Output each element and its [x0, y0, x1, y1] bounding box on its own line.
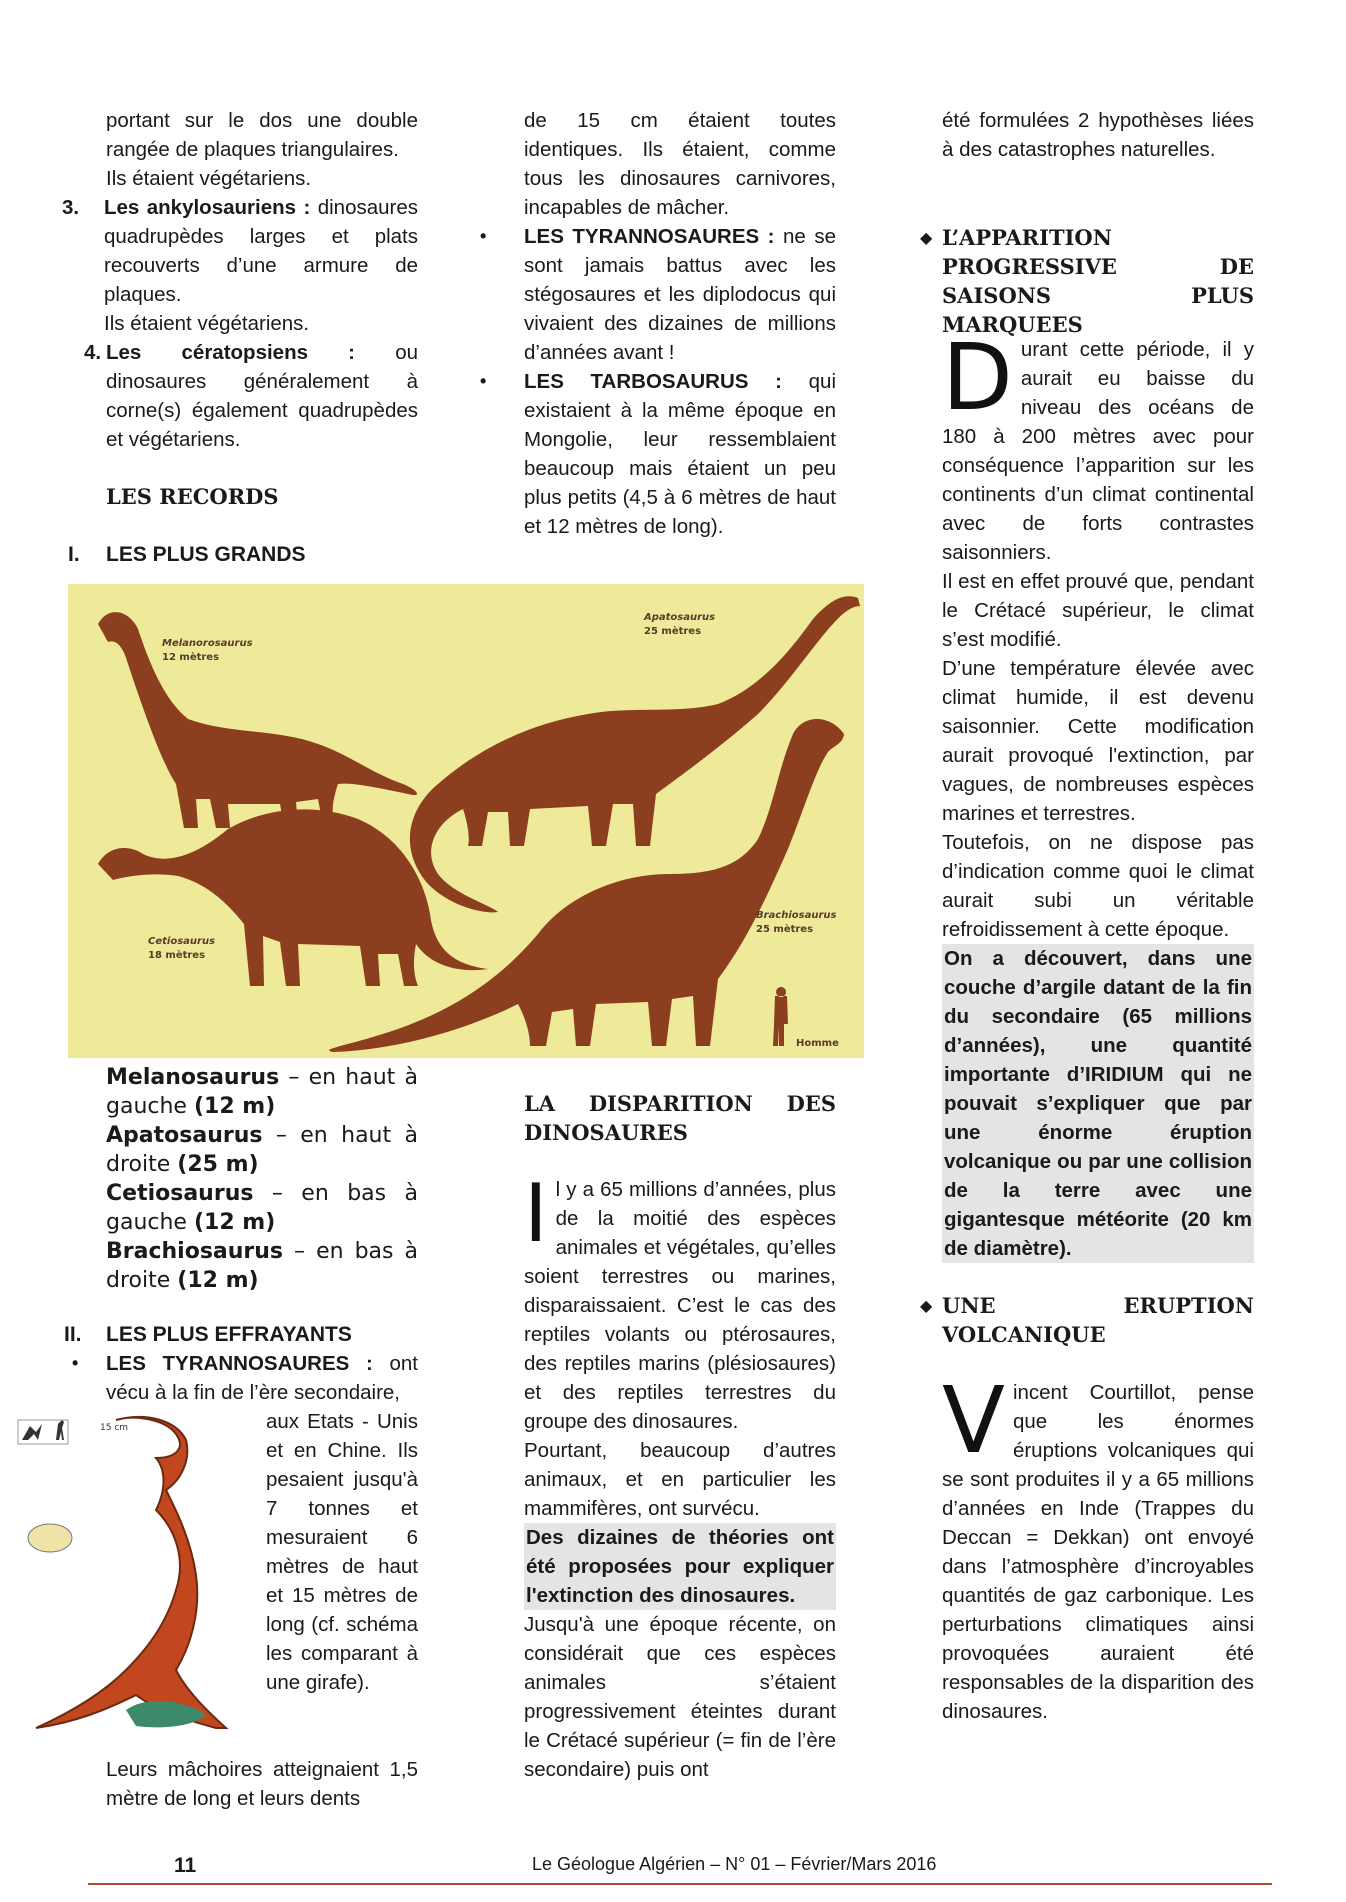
- fig-size-melanorosaurus: 12 mètres: [162, 652, 220, 663]
- fig-size-cetiosaurus: 18 mètres: [148, 950, 206, 961]
- bullet-icon: •: [72, 1353, 79, 1373]
- paragraph: portant sur le dos une double rangée de plaques triangulaires.: [106, 109, 418, 161]
- fig-label-apatosaurus: Apatosaurus: [644, 612, 716, 623]
- section-heading-2: [64, 1320, 418, 1349]
- tyrannosaurus-text-continued: Leurs mâchoires atteignaient 1,5 mètre de long et leurs dents: [106, 1758, 418, 1810]
- heading-eruption: ◆ UNE ERUPTION VOLCANIQUE: [920, 1293, 1254, 1347]
- section-title: LES PLUS GRANDS: [106, 543, 306, 566]
- skull-icon: [28, 1524, 72, 1552]
- scale-icons: [18, 1420, 68, 1444]
- highlighted-paragraph: On a découvert, dans une couche d’argile datant de la fin du secondaire (65 millions d’années), une quantité importante d’IRIDIUM qui ne pouvait s’expliquer que par une énorme éruption volcanique ou par une collision de la terre avec une gigantesque météorite (20 km de diamètre).: [942, 944, 1254, 1263]
- fig-label-homme: Homme: [796, 1038, 839, 1049]
- paragraph: de 15 cm étaient toutes identiques. Ils étaient, comme tous les dinosaures carnivores, incapables de mâcher.: [524, 109, 836, 219]
- eruption-body: Vincent Courtillot, pense que les énormes éruptions volcaniques qui se sont produites il y a 65 millions d’années en Inde (Trappes du Deccan = Dekkan) ont envoyé dans l’atmosphère d’incroyables quantités de gaz carbonique. Les perturbations climatiques ainsi provoquées auraient été responsables de la disparition des dinosaures.: [942, 1367, 1254, 1723]
- tyrannosaurus-text: aux Etats - Unis et en Chine. Ils pesaient jusqu'à 7 tonnes et mesuraient 6 mètres de haut et 15 mètres de long (cf. schéma les comparant à une girafe).: [266, 1410, 418, 1694]
- footer-rule: [88, 1883, 1272, 1885]
- paragraph: Il est en effet prouvé que, pendant le Crétacé supérieur, le climat s’est modifié.: [942, 570, 1254, 651]
- fig-label-brachiosaurus: Brachiosaurus: [756, 910, 837, 921]
- column-2-top: [524, 106, 836, 222]
- paragraph: Ils étaient végétariens.: [104, 312, 310, 335]
- diamond-bullet-icon: ◆: [920, 1296, 933, 1315]
- diamond-bullet-icon: ◆: [920, 228, 933, 247]
- term: Les ankylosauriens :: [104, 196, 311, 219]
- section-heading-1: [68, 540, 418, 569]
- tyrannosaurus-bullet: • LES TYRANNOSAURES : ont vécu à la fin de l’ère secondaire,: [72, 1349, 418, 1407]
- list-number: 4.: [84, 341, 102, 364]
- term-description: dinosaures quadrupèdes larges et plats recouverts d’une armure de plaques.: [104, 196, 418, 306]
- section-number: II.: [64, 1323, 82, 1346]
- fig-size-apatosaurus: 25 mètres: [644, 626, 702, 637]
- drop-cap: V: [942, 1367, 1005, 1474]
- page-number: 11: [174, 1854, 197, 1877]
- section-title-records: LES RECORDS: [106, 484, 279, 509]
- trex-scale-label: 15 cm: [100, 1423, 129, 1433]
- bullet-icon: •: [480, 371, 487, 391]
- tyrannosaurus-figure: [16, 1410, 256, 1736]
- dinosaur-scale-icon: [22, 1424, 42, 1440]
- journal-footer: Le Géologue Algérien – N° 01 – Février/Mars 2016: [532, 1854, 937, 1874]
- term-description: ou dinosaures généralement à corne(s) également quadrupèdes et végétariens.: [106, 341, 419, 451]
- heading-saisons: ◆ L’APPARITION PROGRESSIVE DE SAISONS PLUS MARQUEES: [920, 225, 1254, 337]
- section-title: LES PLUS EFFRAYANTS: [106, 1323, 352, 1346]
- tyrannosaurus-illustration: [36, 1417, 226, 1728]
- section-number: I.: [68, 543, 80, 566]
- list-item-4: [84, 338, 418, 454]
- column-1: [106, 106, 418, 193]
- disparition-body: Il y a 65 millions d’années, plus de la moitié des espèces animales et végétales, qu’elles soient terrestres ou marines, disparaissaient. C’est le cas des reptiles volants ou ptérosaures, des reptiles marins (plésiosaures) et des reptiles terrestres du groupe des dinosaures. Pourtant, beaucoup d’autres animaux, et en particulier les mammifères, ont survécu. Des dizaines de théories ont été proposées pour expliquer l'extinction des dinosaures. Jusqu'à une époque récente, on considérait que ces espèces animales s’étaient progressivement éteintes durant le Crétacé supérieur (= fin de l’ère secondaire) puis ont: [524, 1175, 836, 1784]
- drop-cap: D: [942, 324, 1013, 431]
- fig-label-melanorosaurus: Melanorosaurus: [162, 638, 253, 649]
- fig-size-brachiosaurus: 25 mètres: [756, 924, 814, 935]
- disparition-title: LA DISPARITION DES DINOSAURES: [524, 1091, 836, 1145]
- dinosaur-size-figure: [68, 584, 864, 1058]
- paragraph: Ils étaient végétariens.: [106, 167, 312, 190]
- list-number: 3.: [62, 196, 80, 219]
- paragraph: Pourtant, beaucoup d’autres animaux, et en particulier les mammifères, ont survécu.: [524, 1439, 836, 1520]
- term: Les cératopsiens :: [106, 341, 356, 364]
- figure-caption: Melanosaurus – en haut à gauche (12 m) Apatosaurus – en haut à droite (25 m) Cetiosaurus – en bas à gauche (12 m) Brachiosaurus – en bas à droite (12 m): [106, 1065, 418, 1293]
- tyrannosaurus-bullet-2: • LES TYRANNOSAURES : ne se sont jamais battus avec les stégosaures et les diplodocus qui vivaient des dizaines de millions d’années avant ! • LES TARBOSAURUS : qui existaient à la même époque en Mongolie, leur ressemblaient beaucoup mais étaient un peu plus petits (4,5 à 6 mètres de haut et 12 mètres de long).: [480, 222, 836, 541]
- saisons-body: Durant cette période, il y aurait eu baisse du niveau des océans de 180 à 200 mètres avec pour conséquence l’apparition sur les continents d’un climat continental avec de forts contrastes saisonniers. Il est en effet prouvé que, pendant le Crétacé supérieur, le climat s’est modifié. D’une température élevée avec climat humide, il est devenu saisonnier. Cette modification aurait provoqué l'extinction, par vagues, de nombreuses espèces marines et terrestres. Toutefois, on ne dispose pas d’indication comme quoi le climat aurait subi un véritable refroidissement à cette époque. On a découvert, dans une couche d’argile datant de la fin du secondaire (65 millions d’années), une quantité importante d’IRIDIUM qui ne pouvait s’expliquer que par une énorme éruption volcanique ou par une collision de la terre avec une gigantesque météorite (20 km de diamètre).: [942, 335, 1254, 1263]
- bullet-icon: •: [480, 226, 487, 246]
- paragraph: été formulées 2 hypothèses liées à des catastrophes naturelles.: [942, 109, 1254, 161]
- giraffe-scale-icon: [56, 1420, 64, 1440]
- fig-label-cetiosaurus: Cetiosaurus: [148, 936, 216, 947]
- list-item-3: [62, 193, 418, 338]
- paragraph: Toutefois, on ne dispose pas d’indication comme quoi le climat aurait subi un véritable refroidissement à cette époque.: [942, 831, 1254, 941]
- paragraph: D’une température élevée avec climat humide, il est devenu saisonnier. Cette modification aurait provoqué l'extinction, par vagues, de nombreuses espèces marines et terrestres.: [942, 657, 1254, 825]
- paragraph: Jusqu'à une époque récente, on considérait que ces espèces animales s’étaient progressivement éteintes durant le Crétacé supérieur (= fin de l’ère secondaire) puis ont: [524, 1613, 836, 1781]
- column-3: [942, 106, 1254, 164]
- drop-cap: I: [524, 1167, 548, 1260]
- highlighted-paragraph: Des dizaines de théories ont été proposées pour expliquer l'extinction des dinosaures.: [524, 1523, 836, 1610]
